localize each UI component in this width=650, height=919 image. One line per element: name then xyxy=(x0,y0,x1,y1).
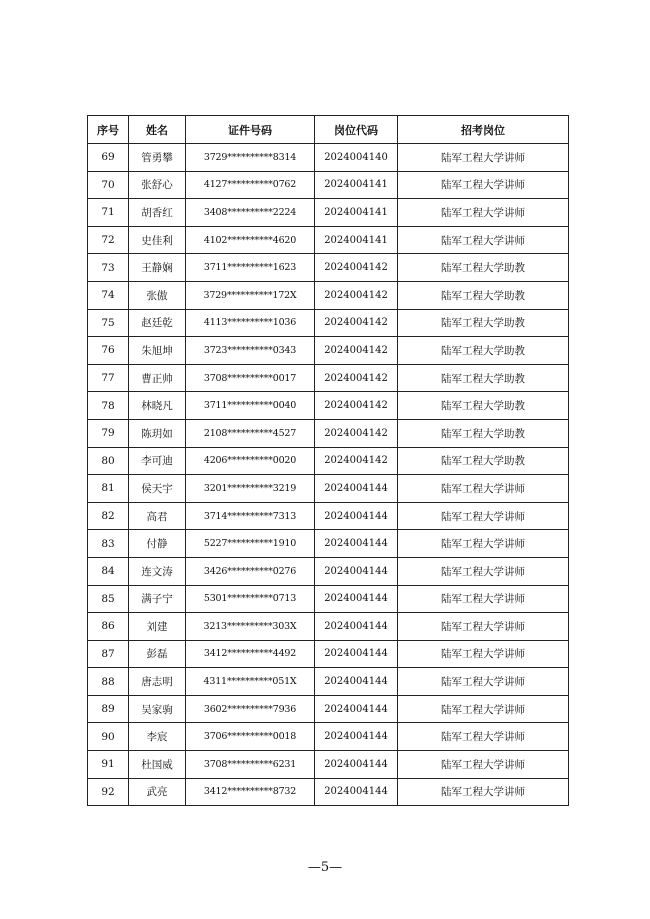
position-code-cell: 2024004142 xyxy=(315,254,398,282)
name-cell: 侯天宇 xyxy=(129,475,186,503)
serial-number-cell: 80 xyxy=(88,447,129,475)
serial-number-cell: 86 xyxy=(88,613,129,641)
position-code-cell: 2024004144 xyxy=(315,502,398,530)
id-number-cell: 3602**********7936 xyxy=(186,695,315,723)
table-row xyxy=(88,199,569,227)
serial-number-cell: 82 xyxy=(88,502,129,530)
position-code-cell: 2024004144 xyxy=(315,751,398,779)
position-code-cell: 2024004144 xyxy=(315,778,398,806)
position-cell: 陆军工程大学讲师 xyxy=(398,226,569,254)
position-cell: 陆军工程大学助教 xyxy=(398,309,569,337)
name-cell: 武亮 xyxy=(129,778,186,806)
id-number-cell: 3708**********0017 xyxy=(186,364,315,392)
table-row xyxy=(88,447,569,475)
id-number-cell: 3408**********2224 xyxy=(186,199,315,227)
position-code-cell: 2024004141 xyxy=(315,199,398,227)
id-number-cell: 3729**********172X xyxy=(186,281,315,309)
id-number-cell: 4102**********4620 xyxy=(186,226,315,254)
position-cell: 陆军工程大学讲师 xyxy=(398,751,569,779)
header-name: 姓名 xyxy=(129,116,186,144)
table-row xyxy=(88,392,569,420)
table-row xyxy=(88,364,569,392)
serial-number-cell: 90 xyxy=(88,723,129,751)
table-row xyxy=(88,695,569,723)
table-row xyxy=(88,668,569,696)
position-code-cell: 2024004140 xyxy=(315,144,398,172)
table-row xyxy=(88,475,569,503)
position-cell: 陆军工程大学讲师 xyxy=(398,723,569,751)
position-cell: 陆军工程大学讲师 xyxy=(398,475,569,503)
name-cell: 张傲 xyxy=(129,281,186,309)
position-cell: 陆军工程大学助教 xyxy=(398,337,569,365)
name-cell: 李可迪 xyxy=(129,447,186,475)
id-number-cell: 3426**********0276 xyxy=(186,557,315,585)
table-row xyxy=(88,309,569,337)
position-code-cell: 2024004142 xyxy=(315,337,398,365)
id-number-cell: 3723**********0343 xyxy=(186,337,315,365)
serial-number-cell: 71 xyxy=(88,199,129,227)
position-code-cell: 2024004142 xyxy=(315,281,398,309)
serial-number-cell: 76 xyxy=(88,337,129,365)
position-code-cell: 2024004141 xyxy=(315,171,398,199)
position-code-cell: 2024004144 xyxy=(315,723,398,751)
header-position-code: 岗位代码 xyxy=(315,116,398,144)
id-number-cell: 3213**********303X xyxy=(186,613,315,641)
position-code-cell: 2024004144 xyxy=(315,585,398,613)
table-row xyxy=(88,226,569,254)
id-number-cell: 3711**********1623 xyxy=(186,254,315,282)
table-row xyxy=(88,530,569,558)
id-number-cell: 3201**********3219 xyxy=(186,475,315,503)
header-position: 招考岗位 xyxy=(398,116,569,144)
position-cell: 陆军工程大学助教 xyxy=(398,447,569,475)
serial-number-cell: 91 xyxy=(88,751,129,779)
serial-number-cell: 72 xyxy=(88,226,129,254)
position-cell: 陆军工程大学讲师 xyxy=(398,668,569,696)
serial-number-cell: 83 xyxy=(88,530,129,558)
page-number: —5— xyxy=(307,860,343,875)
position-code-cell: 2024004142 xyxy=(315,364,398,392)
table-body xyxy=(88,144,569,806)
serial-number-cell: 73 xyxy=(88,254,129,282)
candidate-table xyxy=(87,115,569,806)
name-cell: 曹正帅 xyxy=(129,364,186,392)
table-row xyxy=(88,557,569,585)
name-cell: 陈玥如 xyxy=(129,419,186,447)
position-code-cell: 2024004142 xyxy=(315,419,398,447)
position-cell: 陆军工程大学讲师 xyxy=(398,502,569,530)
table-row xyxy=(88,337,569,365)
table-row xyxy=(88,723,569,751)
name-cell: 管勇攀 xyxy=(129,144,186,172)
position-cell: 陆军工程大学讲师 xyxy=(398,778,569,806)
serial-number-cell: 85 xyxy=(88,585,129,613)
serial-number-cell: 69 xyxy=(88,144,129,172)
table-row xyxy=(88,640,569,668)
serial-number-cell: 84 xyxy=(88,557,129,585)
position-code-cell: 2024004144 xyxy=(315,613,398,641)
table-row xyxy=(88,281,569,309)
id-number-cell: 3714**********7313 xyxy=(186,502,315,530)
name-cell: 朱旭坤 xyxy=(129,337,186,365)
serial-number-cell: 92 xyxy=(88,778,129,806)
position-code-cell: 2024004142 xyxy=(315,392,398,420)
id-number-cell: 4206**********0020 xyxy=(186,447,315,475)
id-number-cell: 4311**********051X xyxy=(186,668,315,696)
name-cell: 杜国威 xyxy=(129,751,186,779)
position-cell: 陆军工程大学讲师 xyxy=(398,695,569,723)
serial-number-cell: 75 xyxy=(88,309,129,337)
id-number-cell: 4127**********0762 xyxy=(186,171,315,199)
id-number-cell: 3706**********0018 xyxy=(186,723,315,751)
serial-number-cell: 79 xyxy=(88,419,129,447)
position-code-cell: 2024004142 xyxy=(315,447,398,475)
id-number-cell: 2108**********4527 xyxy=(186,419,315,447)
serial-number-cell: 78 xyxy=(88,392,129,420)
serial-number-cell: 77 xyxy=(88,364,129,392)
position-cell: 陆军工程大学讲师 xyxy=(398,640,569,668)
name-cell: 彭磊 xyxy=(129,640,186,668)
position-cell: 陆军工程大学助教 xyxy=(398,254,569,282)
name-cell: 吴家驹 xyxy=(129,695,186,723)
name-cell: 高君 xyxy=(129,502,186,530)
position-code-cell: 2024004144 xyxy=(315,640,398,668)
name-cell: 刘建 xyxy=(129,613,186,641)
id-number-cell: 4113**********1036 xyxy=(186,309,315,337)
table-row xyxy=(88,171,569,199)
position-code-cell: 2024004144 xyxy=(315,530,398,558)
table-row xyxy=(88,419,569,447)
name-cell: 唐志明 xyxy=(129,668,186,696)
position-cell: 陆军工程大学讲师 xyxy=(398,585,569,613)
id-number-cell: 3412**********4492 xyxy=(186,640,315,668)
position-code-cell: 2024004144 xyxy=(315,475,398,503)
position-code-cell: 2024004141 xyxy=(315,226,398,254)
name-cell: 满子宁 xyxy=(129,585,186,613)
position-code-cell: 2024004144 xyxy=(315,557,398,585)
id-number-cell: 3708**********6231 xyxy=(186,751,315,779)
name-cell: 胡香红 xyxy=(129,199,186,227)
header-serial-number: 序号 xyxy=(88,116,129,144)
table-row xyxy=(88,585,569,613)
table-row xyxy=(88,502,569,530)
name-cell: 林晓凡 xyxy=(129,392,186,420)
name-cell: 赵廷乾 xyxy=(129,309,186,337)
name-cell: 连文涛 xyxy=(129,557,186,585)
id-number-cell: 5227**********1910 xyxy=(186,530,315,558)
name-cell: 付静 xyxy=(129,530,186,558)
id-number-cell: 3711**********0040 xyxy=(186,392,315,420)
position-code-cell: 2024004144 xyxy=(315,668,398,696)
serial-number-cell: 88 xyxy=(88,668,129,696)
position-code-cell: 2024004142 xyxy=(315,309,398,337)
position-cell: 陆军工程大学助教 xyxy=(398,281,569,309)
serial-number-cell: 81 xyxy=(88,475,129,503)
name-cell: 张舒心 xyxy=(129,171,186,199)
id-number-cell: 3412**********8732 xyxy=(186,778,315,806)
table-row xyxy=(88,254,569,282)
id-number-cell: 5301**********0713 xyxy=(186,585,315,613)
serial-number-cell: 74 xyxy=(88,281,129,309)
serial-number-cell: 89 xyxy=(88,695,129,723)
id-number-cell: 3729**********8314 xyxy=(186,144,315,172)
table-row xyxy=(88,751,569,779)
position-code-cell: 2024004144 xyxy=(315,695,398,723)
position-cell: 陆军工程大学讲师 xyxy=(398,171,569,199)
name-cell: 王静娴 xyxy=(129,254,186,282)
position-cell: 陆军工程大学讲师 xyxy=(398,144,569,172)
serial-number-cell: 70 xyxy=(88,171,129,199)
position-cell: 陆军工程大学助教 xyxy=(398,419,569,447)
position-cell: 陆军工程大学讲师 xyxy=(398,530,569,558)
position-cell: 陆军工程大学讲师 xyxy=(398,613,569,641)
position-cell: 陆军工程大学讲师 xyxy=(398,199,569,227)
name-cell: 史佳利 xyxy=(129,226,186,254)
position-cell: 陆军工程大学讲师 xyxy=(398,557,569,585)
position-cell: 陆军工程大学助教 xyxy=(398,364,569,392)
table-header-row xyxy=(88,116,569,144)
table-row xyxy=(88,144,569,172)
serial-number-cell: 87 xyxy=(88,640,129,668)
position-cell: 陆军工程大学助教 xyxy=(398,392,569,420)
table-row xyxy=(88,613,569,641)
name-cell: 李宸 xyxy=(129,723,186,751)
header-id-number: 证件号码 xyxy=(186,116,315,144)
table-row xyxy=(88,778,569,806)
